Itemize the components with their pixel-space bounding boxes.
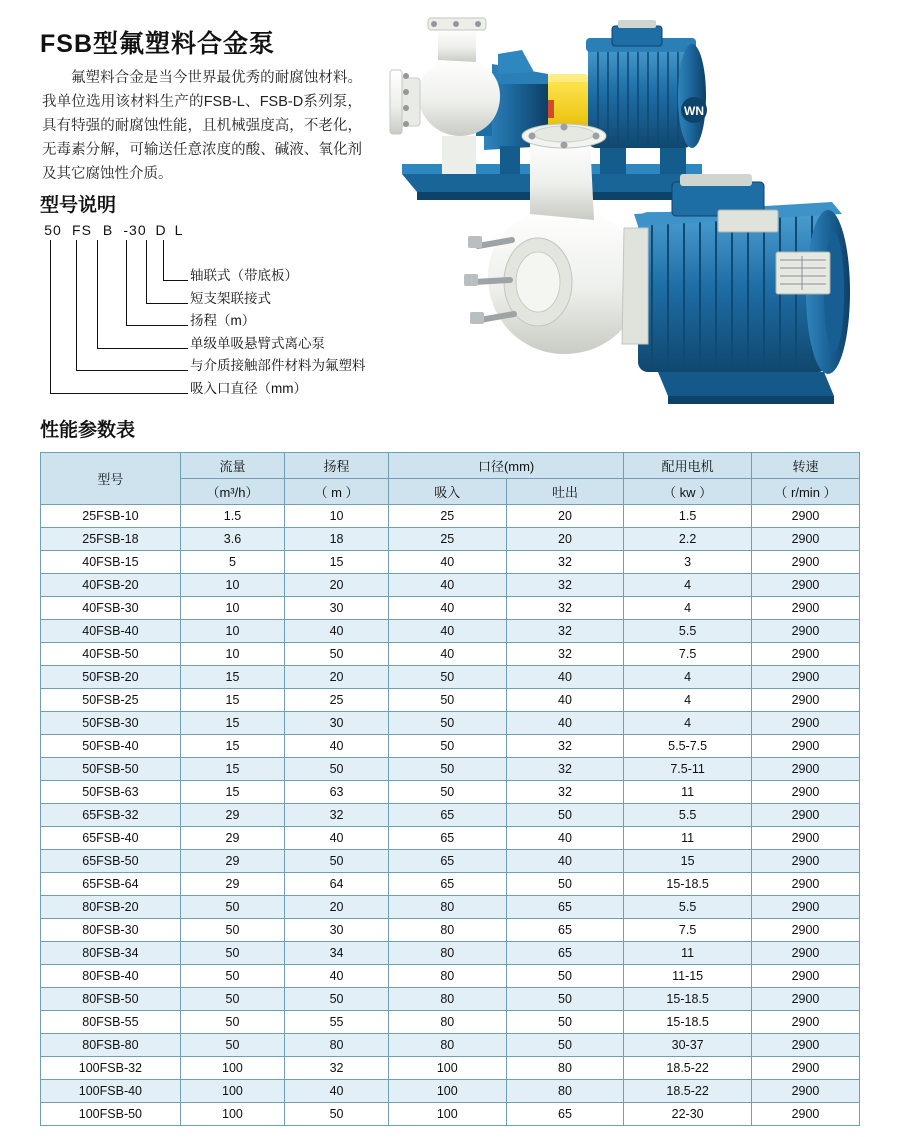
- table-cell: 40: [285, 735, 389, 758]
- table-cell: 15-18.5: [624, 988, 752, 1011]
- table-cell: 65: [388, 827, 506, 850]
- legend-item-2: 扬程（m）: [190, 313, 256, 328]
- table-cell: 2900: [751, 1057, 859, 1080]
- table-row: [41, 689, 860, 712]
- model-code-part-1: FS: [72, 222, 92, 238]
- table-cell: 55: [285, 1011, 389, 1034]
- table-cell: 65: [506, 942, 624, 965]
- model-code-row: [40, 222, 188, 238]
- table-cell: 2900: [751, 781, 859, 804]
- table-cell: 11: [624, 781, 752, 804]
- leader-line-arm-1: [163, 280, 188, 281]
- table-cell: 100FSB-50: [41, 1103, 181, 1126]
- table-cell: 2900: [751, 873, 859, 896]
- table-cell: 50FSB-50: [41, 758, 181, 781]
- table-cell: 40: [388, 574, 506, 597]
- table-cell: 18.5-22: [624, 1057, 752, 1080]
- table-cell: 30: [285, 919, 389, 942]
- table-cell: 2900: [751, 597, 859, 620]
- table-cell: 2900: [751, 988, 859, 1011]
- table-cell: 50: [285, 758, 389, 781]
- table-row: [41, 551, 860, 574]
- table-cell: 32: [506, 597, 624, 620]
- table-cell: 22-30: [624, 1103, 752, 1126]
- table-cell: 50: [388, 781, 506, 804]
- table-cell: 80: [388, 965, 506, 988]
- table-cell: 32: [506, 620, 624, 643]
- table-cell: 40: [285, 620, 389, 643]
- table-cell: 15: [624, 850, 752, 873]
- table-cell: 32: [506, 551, 624, 574]
- table-cell: 50: [180, 988, 284, 1011]
- table-cell: 4: [624, 666, 752, 689]
- table-cell: 3.6: [180, 528, 284, 551]
- legend-item-5: 吸入口直径（mm）: [190, 380, 307, 396]
- table-cell: 32: [506, 574, 624, 597]
- th-bore-in: 吸入: [388, 479, 506, 505]
- table-cell: 11: [624, 827, 752, 850]
- table-cell: 50: [180, 896, 284, 919]
- intro-paragraph: 氟塑料合金是当今世界最优秀的耐腐蚀材料。我单位选用该材料生产的FSB-L、FSB-D系列泵，具有特强的耐腐蚀性能，且机械强度高，不老化，无毒素分解，可输送任意浓度的酸、碱液、氧化剂及其它腐蚀性介质。: [42, 70, 362, 182]
- table-cell: 10: [180, 597, 284, 620]
- table-cell: 65FSB-64: [41, 873, 181, 896]
- table-cell: 40: [285, 827, 389, 850]
- model-code-part-4: D: [155, 222, 167, 238]
- table-row: [41, 1057, 860, 1080]
- table-cell: 2900: [751, 689, 859, 712]
- table-cell: 50: [285, 1103, 389, 1126]
- th-head: 扬程: [285, 453, 389, 479]
- table-cell: 7.5: [624, 919, 752, 942]
- table-cell: 2900: [751, 1103, 859, 1126]
- legend-item-1: 短支架联接式: [190, 290, 271, 306]
- model-code-part-2: B: [102, 222, 114, 238]
- table-cell: 10: [180, 620, 284, 643]
- table-cell: 3: [624, 551, 752, 574]
- table-cell: 50: [506, 804, 624, 827]
- table-cell: 80: [388, 896, 506, 919]
- table-cell: 50FSB-30: [41, 712, 181, 735]
- motor-brand-label: WN: [684, 104, 704, 118]
- table-cell: 2900: [751, 643, 859, 666]
- table-cell: 100FSB-40: [41, 1080, 181, 1103]
- table-cell: 50: [388, 666, 506, 689]
- legend-item-0: 轴联式（带底板）: [190, 268, 298, 283]
- table-cell: 65: [388, 850, 506, 873]
- table-cell: 80FSB-20: [41, 896, 181, 919]
- table-cell: 29: [180, 804, 284, 827]
- pump-illustration: [372, 14, 892, 414]
- table-row: [41, 919, 860, 942]
- table-cell: 10: [180, 643, 284, 666]
- table-cell: 1.5: [624, 505, 752, 528]
- table-cell: 50: [180, 1011, 284, 1034]
- table-cell: 5.5: [624, 620, 752, 643]
- table-cell: 2900: [751, 942, 859, 965]
- th-head-unit: （ m ）: [285, 479, 389, 505]
- table-row: [41, 712, 860, 735]
- table-cell: 50: [506, 1011, 624, 1034]
- table-cell: 25: [388, 528, 506, 551]
- table-cell: 2900: [751, 551, 859, 574]
- table-cell: 80: [388, 988, 506, 1011]
- table-body: [41, 505, 860, 1126]
- table-cell: 25: [285, 689, 389, 712]
- table-cell: 50FSB-63: [41, 781, 181, 804]
- table-cell: 32: [285, 1057, 389, 1080]
- th-flow: 流量: [180, 453, 284, 479]
- table-row: [41, 1011, 860, 1034]
- table-cell: 50: [506, 988, 624, 1011]
- table-cell: 65FSB-32: [41, 804, 181, 827]
- legend-item-3: 单级单吸悬臂式离心泵: [190, 335, 325, 351]
- table-cell: 40FSB-20: [41, 574, 181, 597]
- table-cell: 10: [180, 574, 284, 597]
- leader-line-stem-5: [76, 240, 77, 370]
- table-cell: 32: [506, 758, 624, 781]
- table-row: [41, 643, 860, 666]
- pump-head-top: [390, 18, 500, 174]
- table-cell: 4: [624, 597, 752, 620]
- table-row: [41, 505, 860, 528]
- table-cell: 10: [285, 505, 389, 528]
- table-cell: 15: [285, 551, 389, 574]
- table-cell: 32: [506, 781, 624, 804]
- table-cell: 11: [624, 942, 752, 965]
- table-cell: 20: [285, 666, 389, 689]
- table-cell: 5.5: [624, 896, 752, 919]
- table-cell: 63: [285, 781, 389, 804]
- leader-line-stem-6: [50, 240, 51, 393]
- table-cell: 50FSB-25: [41, 689, 181, 712]
- table-cell: 20: [506, 528, 624, 551]
- table-cell: 2900: [751, 919, 859, 942]
- table-cell: 50: [388, 735, 506, 758]
- leader-line-arm-2: [146, 303, 188, 304]
- table-cell: 20: [285, 896, 389, 919]
- table-cell: 2900: [751, 896, 859, 919]
- table-row: [41, 597, 860, 620]
- table-cell: 18.5-22: [624, 1080, 752, 1103]
- table-cell: 2900: [751, 505, 859, 528]
- table-cell: 80: [506, 1080, 624, 1103]
- table-cell: 2900: [751, 666, 859, 689]
- table-cell: 29: [180, 827, 284, 850]
- table-cell: 40: [506, 666, 624, 689]
- table-cell: 15: [180, 689, 284, 712]
- th-bore: 口径(mm): [388, 453, 623, 479]
- table-cell: 5.5: [624, 804, 752, 827]
- table-cell: 50: [285, 850, 389, 873]
- table-cell: 64: [285, 873, 389, 896]
- table-cell: 50: [506, 873, 624, 896]
- table-cell: 30: [285, 597, 389, 620]
- table-cell: 80: [388, 1034, 506, 1057]
- table-cell: 34: [285, 942, 389, 965]
- table-cell: 50: [388, 689, 506, 712]
- table-cell: 40: [285, 1080, 389, 1103]
- table-cell: 2900: [751, 965, 859, 988]
- table-cell: 80FSB-34: [41, 942, 181, 965]
- table-cell: 100: [180, 1103, 284, 1126]
- motor-top: [586, 20, 707, 174]
- table-cell: 30: [285, 712, 389, 735]
- table-cell: 2900: [751, 804, 859, 827]
- th-motor: 配用电机: [624, 453, 752, 479]
- th-speed: 转速: [751, 453, 859, 479]
- table-cell: 2900: [751, 574, 859, 597]
- leader-line-arm-5: [76, 370, 188, 371]
- table-row: [41, 1034, 860, 1057]
- model-code-legend: [190, 265, 366, 400]
- table-row: [41, 528, 860, 551]
- table-row: [41, 781, 860, 804]
- table-cell: 100: [180, 1057, 284, 1080]
- table-cell: 65: [388, 804, 506, 827]
- table-cell: 2900: [751, 712, 859, 735]
- table-row: [41, 758, 860, 781]
- table-cell: 1.5: [180, 505, 284, 528]
- th-speed-unit: （ r/min ）: [751, 479, 859, 505]
- table-cell: 100FSB-32: [41, 1057, 181, 1080]
- table-cell: 18: [285, 528, 389, 551]
- table-cell: 2.2: [624, 528, 752, 551]
- leader-line-stem-3: [126, 240, 127, 325]
- th-flow-unit: （m³/h）: [180, 479, 284, 505]
- table-row: [41, 1080, 860, 1103]
- table-cell: 25: [388, 505, 506, 528]
- table-cell: 25FSB-10: [41, 505, 181, 528]
- table-cell: 2900: [751, 827, 859, 850]
- table-cell: 5.5-7.5: [624, 735, 752, 758]
- table-cell: 2900: [751, 758, 859, 781]
- table-cell: 32: [506, 643, 624, 666]
- table-cell: 40: [506, 689, 624, 712]
- table-row: [41, 666, 860, 689]
- table-cell: 65: [506, 896, 624, 919]
- table-cell: 2900: [751, 1080, 859, 1103]
- table-cell: 80FSB-50: [41, 988, 181, 1011]
- table-cell: 50FSB-20: [41, 666, 181, 689]
- table-row: [41, 827, 860, 850]
- table-cell: 80FSB-55: [41, 1011, 181, 1034]
- model-code-part-5: L: [174, 222, 184, 238]
- table-cell: 15: [180, 735, 284, 758]
- table-cell: 40: [388, 551, 506, 574]
- table-row: [41, 942, 860, 965]
- table-cell: 65: [506, 919, 624, 942]
- table-cell: 2900: [751, 528, 859, 551]
- table-cell: 50: [506, 965, 624, 988]
- table-cell: 80: [506, 1057, 624, 1080]
- table-cell: 32: [506, 735, 624, 758]
- table-cell: 32: [285, 804, 389, 827]
- table-row: [41, 965, 860, 988]
- table-cell: 40FSB-40: [41, 620, 181, 643]
- performance-table: [40, 452, 860, 1126]
- table-cell: 80: [388, 942, 506, 965]
- table-row: [41, 620, 860, 643]
- table-cell: 50: [285, 643, 389, 666]
- table-row: [41, 850, 860, 873]
- table-cell: 30-37: [624, 1034, 752, 1057]
- table-cell: 50FSB-40: [41, 735, 181, 758]
- table-cell: 40: [506, 712, 624, 735]
- table-cell: 2900: [751, 1011, 859, 1034]
- table-cell: 80: [388, 1011, 506, 1034]
- leader-line-arm-3: [126, 325, 188, 326]
- table-cell: 100: [388, 1057, 506, 1080]
- table-cell: 29: [180, 850, 284, 873]
- table-cell: 80FSB-40: [41, 965, 181, 988]
- table-cell: 20: [285, 574, 389, 597]
- table-cell: 7.5-11: [624, 758, 752, 781]
- th-model: 型号: [41, 453, 181, 505]
- leader-line-arm-4: [97, 348, 188, 349]
- table-row: [41, 804, 860, 827]
- leader-line-stem-2: [146, 240, 147, 303]
- table-cell: 50: [506, 1034, 624, 1057]
- table-cell: 2900: [751, 620, 859, 643]
- table-cell: 20: [506, 505, 624, 528]
- table-cell: 80FSB-30: [41, 919, 181, 942]
- table-cell: 50: [285, 988, 389, 1011]
- table-cell: 7.5: [624, 643, 752, 666]
- table-cell: 100: [388, 1103, 506, 1126]
- table-row: [41, 873, 860, 896]
- table-row: [41, 988, 860, 1011]
- table-cell: 15: [180, 781, 284, 804]
- table-row: [41, 574, 860, 597]
- table-cell: 15-18.5: [624, 1011, 752, 1034]
- leader-line-arm-6: [50, 393, 188, 394]
- table-cell: 25FSB-18: [41, 528, 181, 551]
- table-cell: 40: [285, 965, 389, 988]
- table-cell: 29: [180, 873, 284, 896]
- legend-item-4: 与介质接触部件材料为氟塑料: [190, 358, 366, 373]
- table-cell: 50: [180, 942, 284, 965]
- table-cell: 40: [506, 827, 624, 850]
- table-cell: 40: [388, 643, 506, 666]
- table-cell: 40FSB-50: [41, 643, 181, 666]
- leader-line-stem-4: [97, 240, 98, 348]
- table-cell: 40FSB-15: [41, 551, 181, 574]
- table-cell: 4: [624, 689, 752, 712]
- section-title-model: 型号说明: [40, 195, 117, 216]
- table-cell: 11-15: [624, 965, 752, 988]
- table-cell: 15: [180, 666, 284, 689]
- table-cell: 80: [285, 1034, 389, 1057]
- page-title: FSB型氟塑料合金泵: [40, 30, 276, 58]
- table-cell: 100: [388, 1080, 506, 1103]
- table-cell: 80: [388, 919, 506, 942]
- table-cell: 65FSB-40: [41, 827, 181, 850]
- table-cell: 50: [388, 758, 506, 781]
- table-cell: 4: [624, 574, 752, 597]
- table-cell: 40: [388, 597, 506, 620]
- table-cell: 50: [180, 965, 284, 988]
- model-code-part-3: -30: [123, 222, 147, 238]
- table-cell: 4: [624, 712, 752, 735]
- table-header-row-1: [41, 453, 860, 479]
- table-cell: 40FSB-30: [41, 597, 181, 620]
- th-bore-out: 吐出: [506, 479, 624, 505]
- table-cell: 50: [180, 919, 284, 942]
- section-title-performance: 性能参数表: [40, 420, 136, 441]
- model-code-part-0: 50: [44, 222, 62, 238]
- table-cell: 15: [180, 758, 284, 781]
- table-cell: 40: [388, 620, 506, 643]
- table-cell: 50: [388, 712, 506, 735]
- table-cell: 65FSB-50: [41, 850, 181, 873]
- table-cell: 2900: [751, 850, 859, 873]
- table-cell: 40: [506, 850, 624, 873]
- table-cell: 65: [506, 1103, 624, 1126]
- table-cell: 65: [388, 873, 506, 896]
- table-cell: 2900: [751, 735, 859, 758]
- table-cell: 80FSB-80: [41, 1034, 181, 1057]
- motor-bottom: [634, 174, 850, 404]
- table-row: [41, 735, 860, 758]
- table-cell: 100: [180, 1080, 284, 1103]
- table-cell: 15-18.5: [624, 873, 752, 896]
- table-cell: 2900: [751, 1034, 859, 1057]
- table-row: [41, 896, 860, 919]
- table-cell: 15: [180, 712, 284, 735]
- table-cell: 50: [180, 1034, 284, 1057]
- table-row: [41, 1103, 860, 1126]
- leader-line-stem-1: [163, 240, 164, 280]
- table-cell: 5: [180, 551, 284, 574]
- th-motor-unit: （ kw ）: [624, 479, 752, 505]
